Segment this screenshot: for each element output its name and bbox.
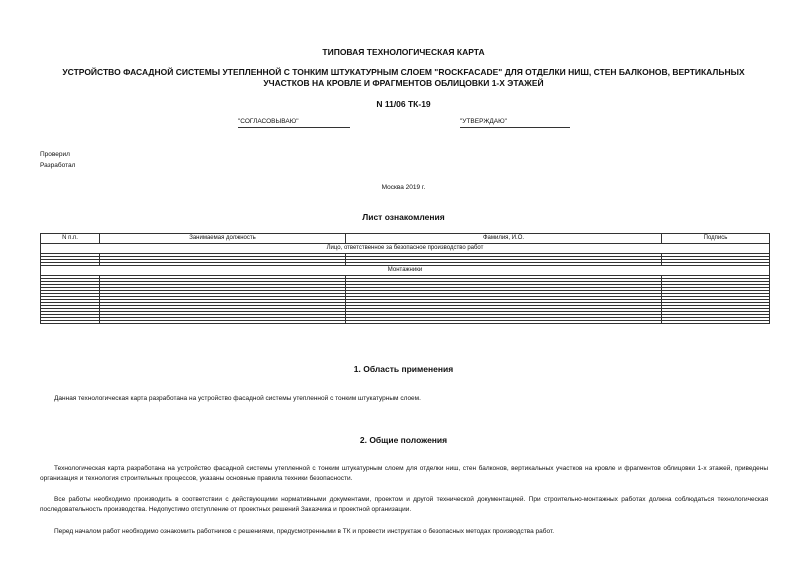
col-position: Занимаемая должность [100, 234, 346, 244]
section-2-title: 2. Общие положения [359, 435, 448, 445]
document-subtitle: УСТРОЙСТВО ФАСАДНОЙ СИСТЕМЫ УТЕПЛЕННОЙ С ТОНКИМ ШТУКАТУРНЫМ СЛОЕМ "ROCKFACADE" ДЛЯ ОТДЕЛКИ НИШ, СТЕН БАЛКОНОВ, ВЕРТИКАЛЬНЫХ УЧАСТКОВ НА КРОВЛЕ И ФРАГМЕНТОВ ОБЛИЦОВКИ 1-Х ЭТАЖЕЙ [62, 67, 745, 88]
approved-signature-line [460, 127, 570, 128]
agreed-label: "СОГЛАСОВЫВАЮ" [238, 118, 299, 125]
col-name: Фамилия, И.О. [346, 234, 662, 244]
section-1-title: 1. Область применения [353, 364, 454, 374]
table-cell [662, 321, 770, 324]
document-number: N 11/06 ТК-19 [376, 99, 431, 109]
document-title: ТИПОВАЯ ТЕХНОЛОГИЧЕСКАЯ КАРТА [322, 47, 485, 57]
group-row-safety-label: Лицо, ответственное за безопасное производство работ [41, 244, 770, 254]
col-number: N п.п. [41, 234, 100, 244]
table-cell [41, 321, 100, 324]
col-signature: Подпись [662, 234, 770, 244]
developed-by-label: Разработал [40, 162, 76, 169]
agreed-signature-line [238, 127, 350, 128]
group-row-installers [41, 266, 770, 276]
table-cell [346, 321, 662, 324]
section-2-paragraph-1: Технологическая карта разработана на устройство фасадной системы утепленной с тонким штукатурным слоем для отделки ниш, стен балконов, вертикальных участков на кровле и фрагментов облицовки 1-х этажей, приведены организация и технология строительных процессов, указаны основные правила техники безопасности. [40, 465, 768, 482]
ack-sheet-title: Лист ознакомления [362, 212, 445, 222]
approved-block [460, 118, 507, 125]
group-row-safety [41, 244, 770, 254]
section-2-paragraph-2: Все работы необходимо производить в соответствии с действующими нормативными документами, проектом и другой технической документацией. При строительно-монтажных работах должна соблюдаться технологическая последовательность производства. Недопустимо отступление от проектных решений Заказчика и проектной организации. [40, 496, 768, 513]
section-2-paragraph-3: Перед началом работ необходимо ознакомить работников с решениями, предусмотренными в ТК и провести инструктаж о безопасных методах производства работ. [54, 528, 555, 535]
group-row-installers-label: Монтажники [41, 266, 770, 276]
section-1-text: Данная технологическая карта разработана на устройство фасадной системы утепленной с тонким штукатурным слоем. [54, 395, 421, 402]
ack-table-body [41, 244, 770, 324]
approved-label: "УТВЕРЖДАЮ" [460, 118, 507, 125]
ack-table [40, 233, 770, 324]
city-year: Москва 2019 г. [381, 184, 426, 191]
table-row [41, 321, 770, 324]
agreed-block [238, 118, 299, 125]
checked-by-label: Проверил [40, 151, 70, 158]
ack-table-header [41, 234, 770, 244]
table-cell [100, 321, 346, 324]
